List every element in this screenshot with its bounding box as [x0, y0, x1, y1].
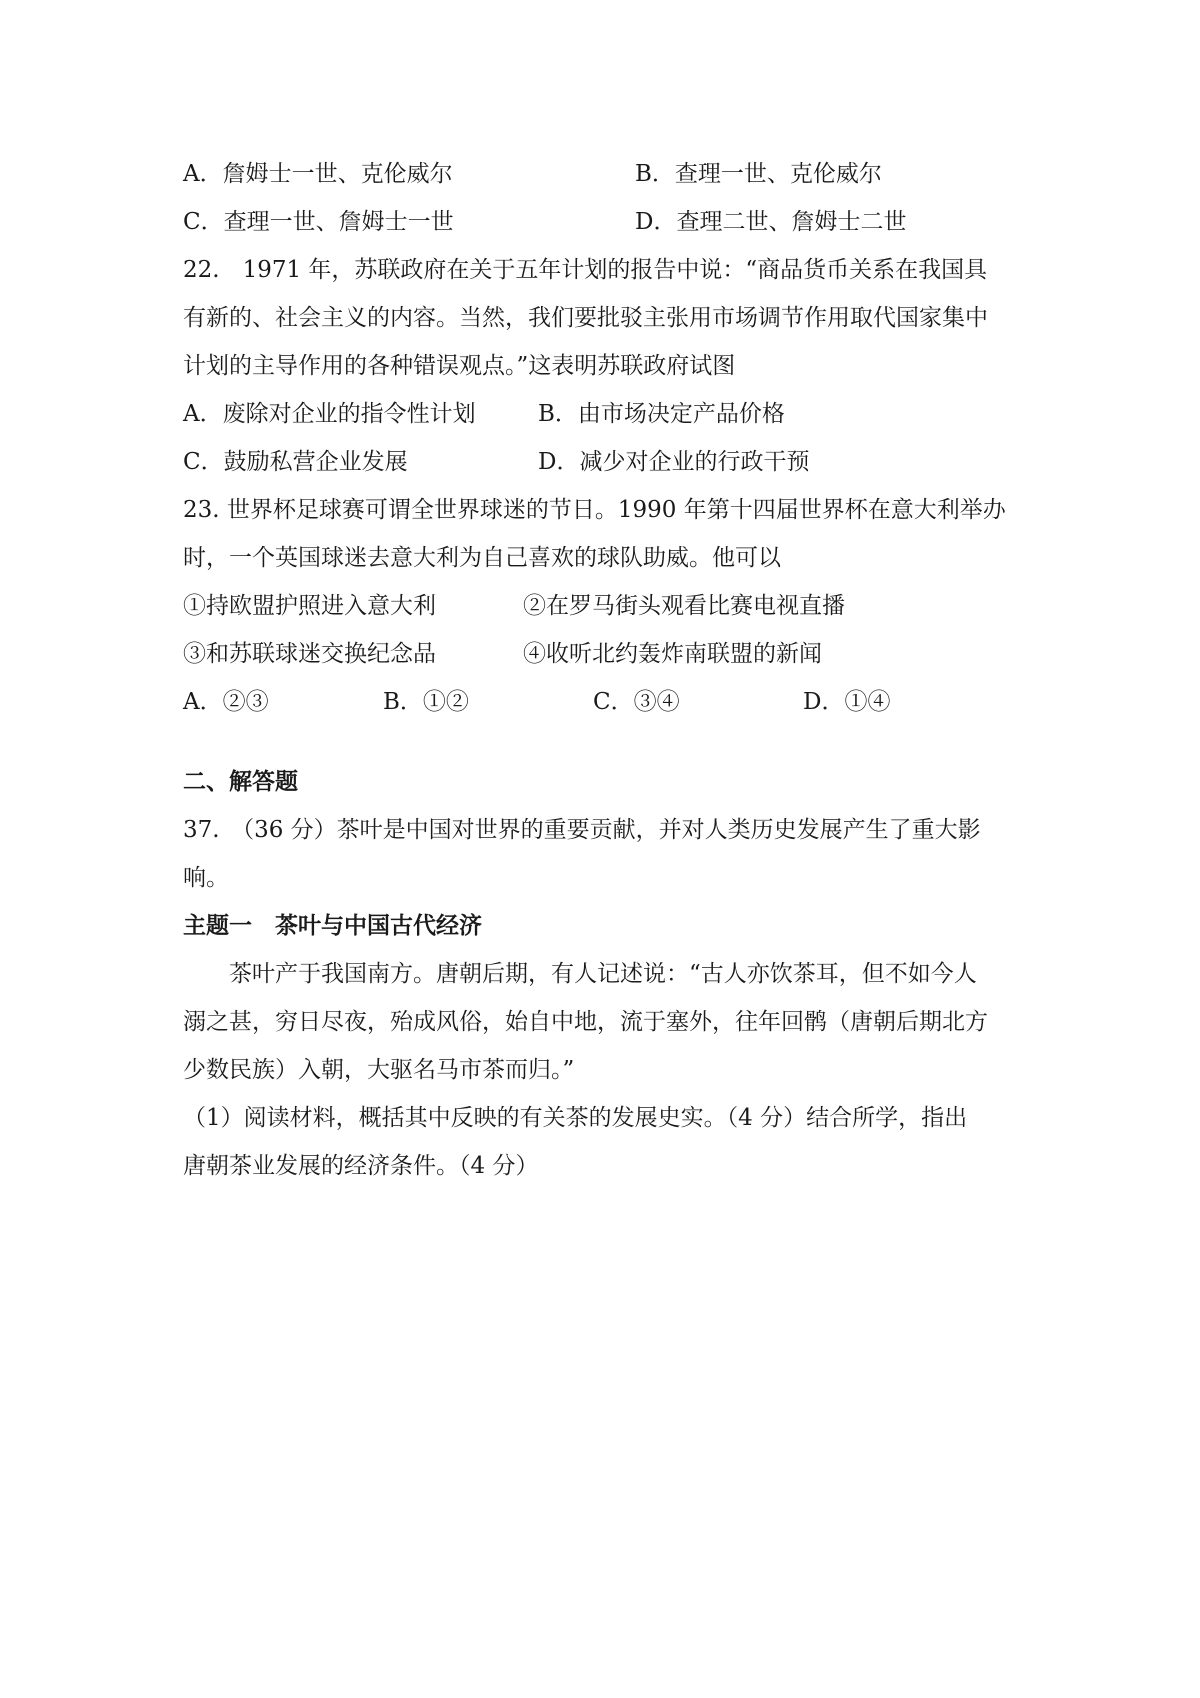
- q21-options-row-1: [183, 150, 1023, 198]
- q22-option-d: D．减少对企业的行政干预: [538, 449, 810, 475]
- material-line-2: 溺之甚，穷日尽夜，殆成风俗，始自中地，流于塞外，往年回鹘（唐朝后期北方: [183, 1009, 988, 1035]
- q37-stem-line-2: 响。: [183, 865, 229, 891]
- q22-option-c: C．鼓励私营企业发展: [183, 449, 408, 475]
- q22-stem-line-2: 有新的、社会主义的内容。当然，我们要批驳主张用市场调节作用取代国家集中: [183, 305, 988, 331]
- q23-items-row-2: [183, 630, 1023, 678]
- section-spacer: [183, 726, 1023, 758]
- material-line-1: 茶叶产于我国南方。唐朝后期，有人记述说：“古人亦饮茶耳，但不如今人: [229, 961, 977, 987]
- exam-page: [183, 150, 1023, 1190]
- q22-stem-line-1: 22. 1971 年，苏联政府在关于五年计划的报告中说：“商品货币关系在我国具: [183, 257, 988, 283]
- q21-option-c: C．查理一世、詹姆士一世: [183, 209, 454, 235]
- q37-stem-line-1: 37. （36 分）茶叶是中国对世界的重要贡献，并对人类历史发展产生了重大影: [183, 817, 981, 843]
- q22-options-row-1: [183, 390, 1023, 438]
- q23-item-2: ②在罗马街头观看比赛电视直播: [523, 593, 845, 619]
- q22-option-b: B．由市场决定产品价格: [538, 401, 785, 427]
- q21-options-row-2: [183, 198, 1023, 246]
- subquestion-line-1: （1）阅读材料，概括其中反映的有关茶的发展史实。（4 分）结合所学，指出: [183, 1105, 968, 1131]
- q23-item-4: ④收听北约轰炸南联盟的新闻: [523, 641, 822, 667]
- q23-option-c: C．③④: [593, 689, 680, 715]
- q21-option-d: D．查理二世、詹姆士二世: [635, 209, 907, 235]
- q23-stem-line-2: 时，一个英国球迷去意大利为自己喜欢的球队助威。他可以: [183, 545, 781, 571]
- q22-options-row-2: [183, 438, 1023, 486]
- q23-option-a: A．②③: [183, 689, 269, 715]
- q21-option-b: B．查理一世、克伦威尔: [635, 161, 882, 187]
- material-line-3: 少数民族）入朝，大驱名马市茶而归。”: [183, 1057, 575, 1083]
- subquestion-line-2: 唐朝茶业发展的经济条件。（4 分）: [183, 1153, 539, 1179]
- q21-option-a: A．詹姆士一世、克伦威尔: [183, 161, 453, 187]
- q23-options-row: [183, 678, 1023, 726]
- q22-option-a: A．废除对企业的指令性计划: [183, 401, 476, 427]
- q23-item-1: ①持欧盟护照进入意大利: [183, 593, 436, 619]
- q23-items-row-1: [183, 582, 1023, 630]
- theme-heading: 主题一 茶叶与中国古代经济: [183, 913, 482, 939]
- q23-item-3: ③和苏联球迷交换纪念品: [183, 641, 436, 667]
- q23-option-b: B．①②: [383, 689, 469, 715]
- q23-stem-line-1: 23. 世界杯足球赛可谓全世界球迷的节日。1990 年第十四届世界杯在意大利举办: [183, 497, 1006, 523]
- q22-stem-line-3: 计划的主导作用的各种错误观点。”这表明苏联政府试图: [183, 353, 736, 379]
- section-heading: 二、解答题: [183, 769, 298, 795]
- q23-option-d: D．①④: [803, 689, 891, 715]
